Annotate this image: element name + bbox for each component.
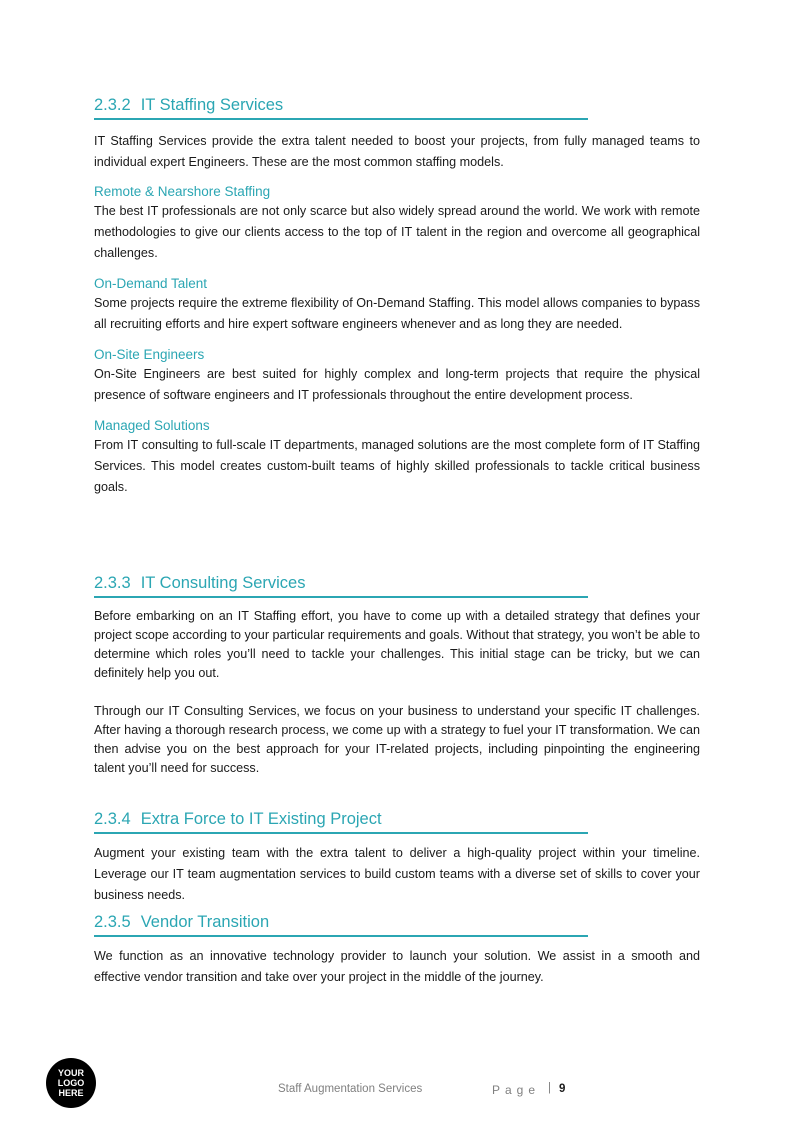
paragraph-extra-force: Augment your existing team with the extra talent to deliver a high-quality project within your timeline. Leverage our IT team augmentation services to build custom teams with a diverse set of skills to cover your business needs. [94,846,700,902]
footer-doc-title: Staff Augmentation Services [278,1083,423,1095]
section-title: IT Staffing Services [140,96,284,114]
section-heading [94,911,700,933]
subheading-on-site: On-Site Engineers [94,347,205,362]
paragraph-on-site: On-Site Engineers are best suited for highly complex and long-term projects that require the physical presence of software engineers and IT professionals throughout the entire development process. [94,367,700,402]
section-number: 2.3.2 [94,96,131,114]
paragraph-managed: From IT consulting to full-scale IT departments, managed solutions are the most complete form of IT Staffing Services. This model creates custom-built teams of highly skilled professionals to tackle critical business goals. [94,438,700,494]
paragraph-consulting-2: Through our IT Consulting Services, we focus on your business to understand your specific IT challenges. After having a thorough research process, we come up with a strategy to fuel your IT transformation. We can then advise you on the best approach for your IT-related projects, including pinpointing the engineering talent you’ll need for success. [94,704,700,775]
section-heading [94,94,700,116]
section-number: 2.3.3 [94,574,131,592]
paragraph-remote: The best IT professionals are not only scarce but also widely spread around the world. We work with remote methodologies to give our clients access to the top of IT talent in the region and overcome all geographical challenges. [94,204,700,260]
logo-line: YOUR [57,1068,84,1078]
paragraph-vendor-transition: We function as an innovative technology provider to launch your solution. We assist in a smooth and effective vendor transition and take over your project in the middle of the journey. [94,949,700,984]
heading-underline [94,596,588,598]
footer-separator: | [548,1082,551,1094]
section-it-staffing [94,94,700,498]
section-title: Vendor Transition [140,913,270,931]
heading-underline [94,118,588,120]
logo-line: HERE [58,1088,84,1098]
footer-page-label: Page [492,1083,541,1097]
section-number: 2.3.4 [94,810,131,828]
paragraph-on-demand: Some projects require the extreme flexibility of On-Demand Staffing. This model allows companies to bypass all recruiting efforts and hire expert software engineers whenever and as long they are needed. [94,296,700,331]
heading-underline [94,832,588,834]
section-vendor-transition [94,911,700,988]
paragraph-consulting-1: Before embarking on an IT Staffing effort, you have to come up with a detailed strategy that defines your project scope according to your particular requirements and goals. Without that strategy, you won’t be able to determine which roles you’ll need to tackle your challenges. This initial stage can be tricky, but we can definitely help you out. [94,609,700,680]
logo-line: LOGO [57,1078,85,1088]
section-title: Extra Force to IT Existing Project [140,810,382,828]
section-number: 2.3.5 [94,913,131,931]
section-title: IT Consulting Services [140,574,306,592]
footer-page-number: 9 [559,1083,566,1095]
heading-underline [94,935,588,937]
section-heading [94,808,700,830]
subheading-on-demand: On-Demand Talent [94,276,208,291]
subheading-managed: Managed Solutions [94,418,210,433]
section-heading [94,572,700,594]
page-footer [0,1083,794,1103]
section-intro: IT Staffing Services provide the extra talent needed to boost your projects, from fully managed teams to individual expert Engineers. These are the most common staffing models. [94,134,700,169]
section-extra-force [94,808,700,906]
section-it-consulting [94,572,700,778]
subheading-remote: Remote & Nearshore Staffing [94,184,271,199]
